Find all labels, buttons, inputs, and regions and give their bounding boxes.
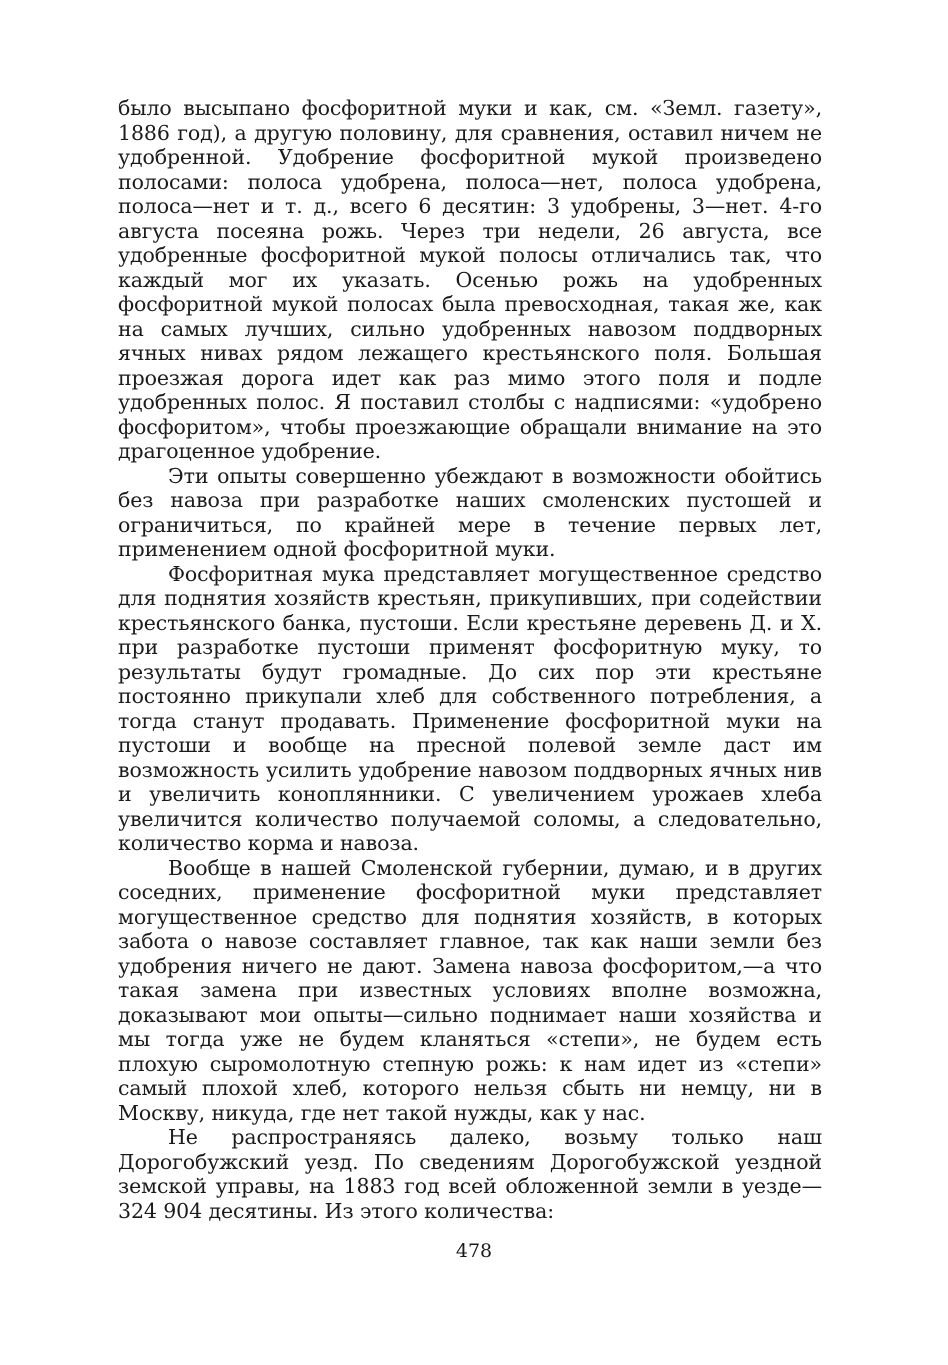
paragraph-3: Фосфоритная мука представляет могущественное средство для поднятия хозяйств крестьян, прикупивших, при содействии крестьянского банка, пустоши. Если крестьяне деревень Д. и Х. при разработке пустоши применят фосфоритную муку, то результаты будут громадные. До сих пор эти крестьяне постоянно прикупали хлеб для собственного потребления, а тогда станут продавать. Применение фосфоритной муки на пустоши и вообще на пресной полевой земле даст им возможность усилить удобрение навозом поддворных ячных нив и увеличить коноплянники. С увеличением урожаев хлеба увеличится количество получаемой соломы, а следовательно, количество корма и навоза. [118, 561, 822, 855]
paragraph-2: Эти опыты совершенно убеждают в возможности обойтись без навоза при разработке наших смоленских пустошей и ограничиться, по крайней мере в течение первых лет, применением одной фосфоритной муки. [118, 463, 822, 561]
body-text [118, 96, 822, 1223]
page-number: 478 [455, 1240, 493, 1262]
paragraph-5: Не распространяясь далеко, возьму только наш Дорогобужский уезд. По сведениям Дорогобужской уездной земской управы, на 1883 год всей обложенной земли в уезде—324 904 десятины. Из этого количества: [118, 1125, 822, 1223]
paragraph-1: было высыпано фосфоритной муки и как, см. «Земл. газету», 1886 год), а другую половину, для сравнения, оставил ничем не удобренной. Удобрение фосфоритной мукой произведено полосами: полоса удобрена, полоса—нет, полоса удобрена, полоса—нет и т. д., всего 6 десятин: 3 удобрены, 3—нет. 4-го августа посеяна рожь. Через три недели, 26 августа, все удобренные фосфоритной мукой полосы отличались так, что каждый мог их указать. Осенью рожь на удобренных фосфоритной мукой полосах была превосходная, такая же, как на самых лучших, сильно удобренных навозом поддворных ячных нивах рядом лежащего крестьянского поля. Большая проезжая дорога идет как раз мимо этого поля и подле удобренных полос. Я поставил столбы с надписями: «удобрено фосфоритом», чтобы проезжающие обращали внимание на это драгоценное удобрение. [118, 96, 822, 463]
paragraph-4: Вообще в нашей Смоленской губернии, думаю, и в других соседних, применение фосфоритной муки представляет могущественное средство для поднятия хозяйств, в которых забота о навозе составляет главное, так как наши земли без удобрения ничего не дают. Замена навоза фосфоритом,—а что такая замена при известных условиях вполне возможна, доказывают мои опыты—сильно поднимает наши хозяйства и мы тогда уже не будем кланяться «степи», не будем есть плохую сыромолотную степную рожь: к нам идет из «степи» самый плохой хлеб, которого нельзя сбыть ни немцу, ни в Москву, никуда, где нет такой нужды, как у нас. [118, 855, 822, 1125]
